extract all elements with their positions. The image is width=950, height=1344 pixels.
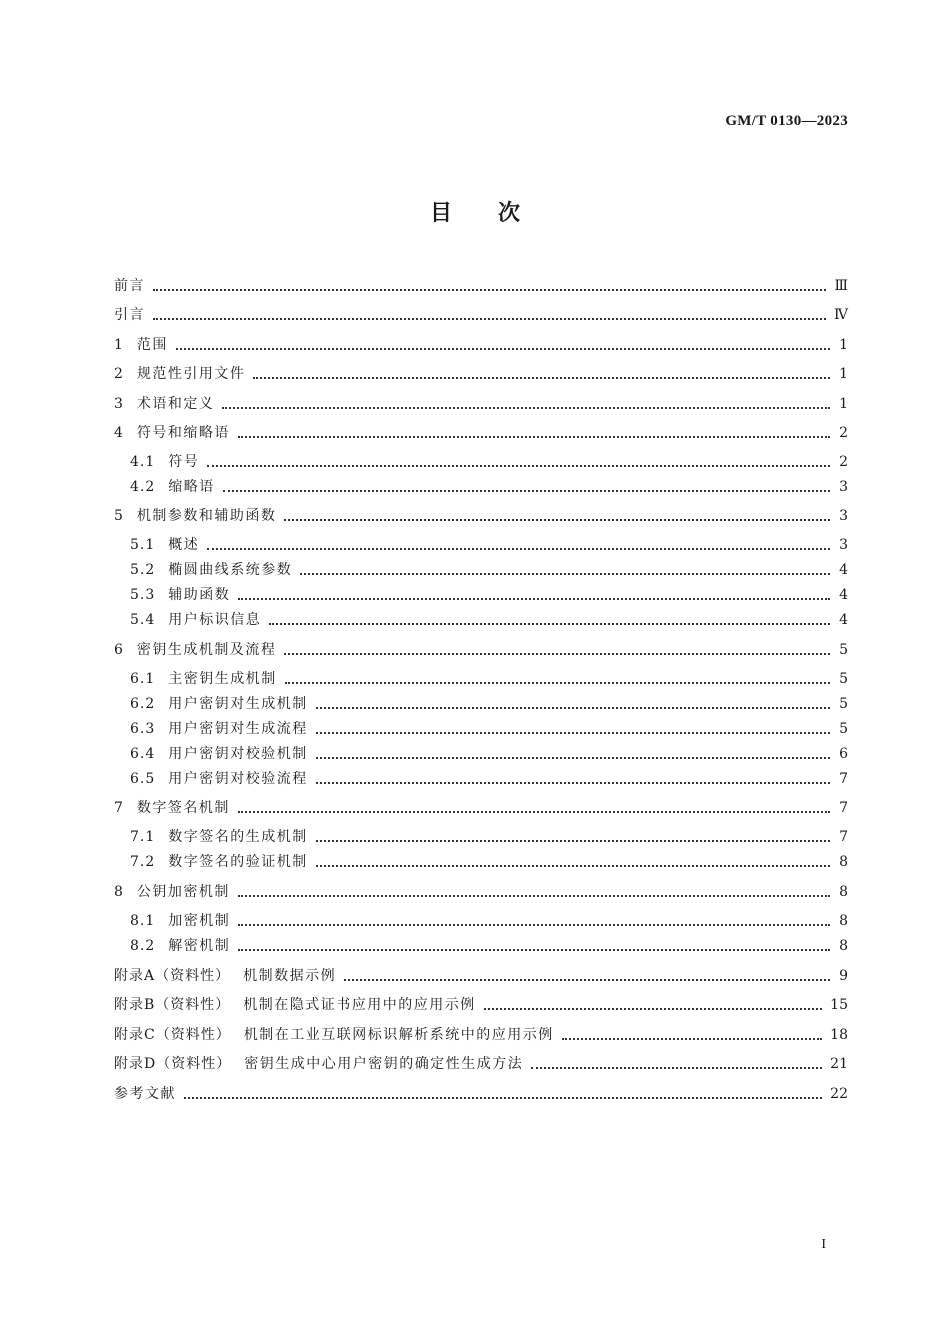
toc-entry-label: 前言 [114,278,145,294]
toc-entry[interactable] [114,1020,848,1044]
toc-dot-leader [316,839,830,842]
toc-entry-number: 附录A（资料性） [114,968,231,984]
toc-entry-label: 数字签名的验证机制 [168,854,308,870]
toc-entry[interactable] [114,635,848,659]
toc-dot-leader [316,731,830,734]
toc-entry-number: 5 [114,508,124,524]
toc-entry-number: 附录D（资料性） [114,1056,232,1072]
toc-dot-leader [284,518,830,521]
toc-entry[interactable] [130,555,848,579]
toc-dot-leader [238,597,830,600]
toc-entry-page: Ⅳ [834,307,848,323]
toc-entry-page: 7 [839,800,848,816]
toc-entry-page: 21 [830,1056,848,1072]
toc-dot-leader [176,347,830,350]
toc-entry-label: 机制数据示例 [243,968,337,984]
toc-entry-number: 5.3 [130,587,156,603]
toc-dot-leader [153,288,826,291]
toc-entry-page: 1 [839,396,848,412]
toc-entry-label: 解密机制 [168,938,231,954]
toc-dot-leader [269,622,830,625]
toc-dot-leader [238,923,830,926]
toc-entry-page: 18 [830,1027,848,1043]
toc-entry[interactable] [130,664,848,688]
toc-dot-leader [316,864,830,867]
toc-entry-number: 3 [114,396,124,412]
toc-entry-page: 8 [839,884,848,900]
toc-entry-page: 5 [839,696,848,712]
toc-entry-page: 6 [839,746,848,762]
toc-dot-leader [153,317,826,320]
toc-entry-number: 5.4 [130,612,156,628]
toc-entry[interactable] [114,300,848,324]
toc-dot-leader [300,572,830,575]
document-code: GM/T 0130—2023 [725,113,848,129]
toc-title: 目次 [429,201,566,226]
toc-entry-page: 4 [839,587,848,603]
toc-entry-label: 加密机制 [168,913,231,929]
toc-entry-page: 5 [839,642,848,658]
toc-dot-leader [184,1096,822,1099]
toc-entry-page: 2 [839,454,848,470]
toc-entry[interactable] [114,961,848,985]
toc-entry[interactable] [114,990,848,1014]
toc-entry-number: 4.1 [130,454,156,470]
toc-entry-page: Ⅲ [834,278,848,294]
toc-entry[interactable] [114,1049,848,1073]
toc-dot-leader [285,681,830,684]
toc-entry-label: 主密钥生成机制 [168,671,277,687]
toc-entry-page: 3 [839,508,848,524]
toc-entry-page: 22 [830,1086,848,1102]
toc-entry-label: 机制在工业互联网标识解析系统中的应用示例 [243,1027,554,1043]
toc-entry-label: 符号和缩略语 [136,425,230,441]
toc-entry-number: 8.2 [130,938,156,954]
toc-entry-label: 密钥生成机制及流程 [136,642,277,658]
toc-entry-label: 机制在隐式证书应用中的应用示例 [243,997,476,1013]
toc-entry-page: 8 [839,854,848,870]
toc-entry-number: 2 [114,366,124,382]
toc-entry[interactable] [114,793,848,817]
toc-entry[interactable] [114,501,848,525]
toc-entry-number: 1 [114,337,124,353]
toc-entry[interactable] [130,906,848,930]
toc-dot-leader [484,1007,822,1010]
toc-dot-leader [238,948,830,951]
toc-entry[interactable] [130,447,848,471]
toc-entry-page: 4 [839,562,848,578]
toc-dot-leader [316,781,830,784]
toc-dot-leader [344,978,830,981]
toc-entry[interactable] [114,1079,848,1103]
toc-dot-leader [562,1037,822,1040]
toc-entry[interactable] [130,764,848,788]
toc-entry[interactable] [130,931,848,955]
toc-entry-number: 7.1 [130,829,156,845]
toc-entry[interactable] [130,739,848,763]
toc-dot-leader [253,376,830,379]
toc-entry-page: 5 [839,671,848,687]
toc-dot-leader [238,435,830,438]
toc-entry[interactable] [114,271,848,295]
toc-entry-number: 6 [114,642,124,658]
toc-entry-page: 5 [839,721,848,737]
toc-entry[interactable] [130,580,848,604]
toc-dot-leader [222,406,830,409]
toc-entry-page: 9 [839,968,848,984]
toc-entry-page: 8 [839,938,848,954]
toc-entry-number: 6.4 [130,746,156,762]
toc-entry-label: 数字签名机制 [136,800,230,816]
toc-entry-page: 7 [839,829,848,845]
toc-dot-leader [316,706,830,709]
toc-entry-number: 6.2 [130,696,156,712]
toc-entry[interactable] [130,472,848,496]
toc-entry[interactable] [130,689,848,713]
toc-entry-label: 椭圆曲线系统参数 [168,562,293,578]
toc-entry[interactable] [114,418,848,442]
toc-entry-number: 6.5 [130,771,156,787]
toc-entry-number: 4 [114,425,124,441]
toc-entry-number: 7 [114,800,124,816]
toc-entry-label: 数字签名的生成机制 [168,829,308,845]
toc-entry-label: 用户密钥对生成机制 [168,696,308,712]
toc-entry[interactable] [114,330,848,354]
toc-entry-label: 术语和定义 [136,396,215,412]
toc-entry-label: 符号 [168,454,200,470]
toc-entry[interactable] [130,605,848,629]
toc-entry[interactable] [130,714,848,738]
toc-entry-page: 2 [839,425,848,441]
toc-entry-number: 8.1 [130,913,156,929]
toc-entry-label: 公钥加密机制 [136,884,230,900]
toc-entry[interactable] [114,359,848,383]
page-number: I [821,1237,826,1252]
toc-entry-label: 密钥生成中心用户密钥的确定性生成方法 [244,1056,524,1072]
toc-entry-label: 缩略语 [168,479,215,495]
toc-entry-page: 15 [830,997,848,1013]
toc-entry[interactable] [130,847,848,871]
toc-entry-number: 5.2 [130,562,156,578]
toc-dot-leader [223,489,830,492]
toc-entry-label: 用户密钥对生成流程 [168,721,308,737]
toc-entry-label: 用户密钥对校验机制 [168,746,308,762]
toc-entry-number: 附录B（资料性） [114,997,231,1013]
toc-dot-leader [207,547,830,550]
toc-dot-leader [207,464,830,467]
toc-entry-number: 7.2 [130,854,156,870]
toc-dot-leader [531,1066,822,1069]
toc-entry-page: 1 [839,337,848,353]
toc-entry-label: 范围 [136,337,168,353]
toc-entry-label: 规范性引用文件 [136,366,246,382]
toc-entry-number: 5.1 [130,537,156,553]
toc-entry[interactable] [114,877,848,901]
toc-entry-number: 6.1 [130,671,156,687]
toc-entry-number: 6.3 [130,721,156,737]
toc-dot-leader [238,894,830,897]
toc-entry-number: 8 [114,884,124,900]
toc-entry[interactable] [114,389,848,413]
toc-dot-leader [238,810,830,813]
toc-entry-number: 附录C（资料性） [114,1027,231,1043]
toc-entry-label: 参考文献 [114,1086,176,1102]
toc-entry-number: 4.2 [130,479,156,495]
toc-entry-label: 用户标识信息 [168,612,262,628]
toc-entry-page: 1 [839,366,848,382]
toc-entry-label: 辅助函数 [168,587,231,603]
toc-dot-leader [284,652,830,655]
toc-entry[interactable] [130,530,848,554]
toc-entry-page: 3 [839,479,848,495]
toc-entry-label: 引言 [114,307,145,323]
toc-entry-label: 用户密钥对校验流程 [168,771,308,787]
toc-entry-page: 4 [839,612,848,628]
toc-entry[interactable] [130,822,848,846]
toc-entry-page: 7 [839,771,848,787]
toc-entry-page: 3 [839,537,848,553]
toc-entry-label: 机制参数和辅助函数 [136,508,277,524]
toc-dot-leader [316,756,830,759]
toc-entry-page: 8 [839,913,848,929]
toc-entry-label: 概述 [168,537,200,553]
